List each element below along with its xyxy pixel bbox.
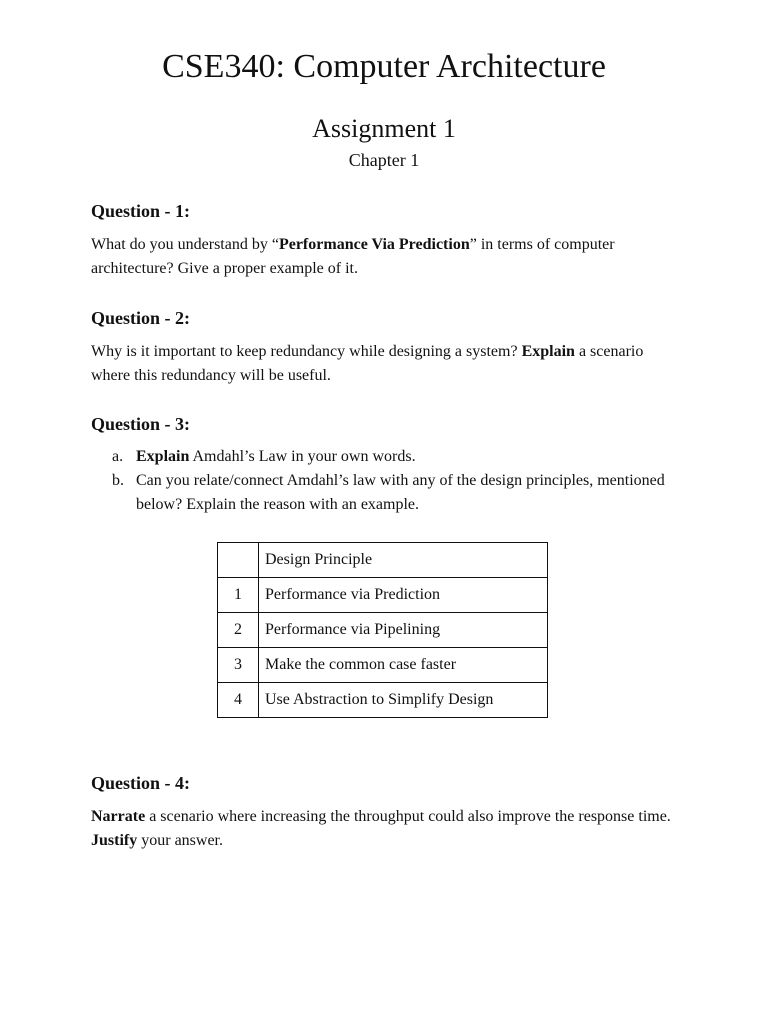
table-cell-number: 3: [218, 648, 259, 683]
list-item: [91, 445, 681, 469]
table-cell-principle: Make the common case faster: [259, 648, 548, 683]
table-cell-principle: Performance via Prediction: [259, 578, 548, 613]
question-4-text-part1: a scenario where increasing the throughput could also improve the response time.: [145, 808, 671, 825]
chapter-label: Chapter 1: [348, 150, 420, 170]
question-4-heading: Question - 4:: [91, 773, 190, 793]
table-row: [218, 683, 548, 718]
question-2-text: [91, 340, 681, 388]
assignment-title: Assignment 1: [312, 114, 456, 143]
question-2-heading: Question - 2:: [91, 308, 190, 328]
question-2-text-before: Why is it important to keep redundancy while designing a system?: [91, 343, 522, 360]
table-cell-number: 1: [218, 578, 259, 613]
table-cell-principle: Performance via Pipelining: [259, 613, 548, 648]
table-cell-number: 2: [218, 613, 259, 648]
table-row: [218, 613, 548, 648]
table-cell-principle: Use Abstraction to Simplify Design: [259, 683, 548, 718]
list-item-marker: b.: [112, 472, 124, 489]
question-2-bold-term: Explain: [521, 343, 575, 360]
question-1-text-after: ” in terms of computer architecture? Give a proper example of it.: [91, 236, 615, 277]
table-row: [218, 648, 548, 683]
list-item: [91, 469, 681, 517]
table-header-cell: Design Principle: [259, 543, 548, 578]
design-principles-table: [217, 542, 548, 718]
document-title: CSE340: Computer Architecture: [162, 48, 606, 85]
question-2-text-after: a scenario where this redundancy will be useful.: [91, 343, 644, 384]
question-1-bold-term: Performance Via Prediction: [278, 236, 470, 253]
table-cell-number: 4: [218, 683, 259, 718]
question-3-list: [91, 445, 681, 517]
table-row: [218, 578, 548, 613]
table-header-row: [218, 543, 548, 578]
question-3-heading: Question - 3:: [91, 414, 190, 434]
list-item-text: Can you relate/connect Amdahl’s law with any of the design principles, mentioned below? Explain the reason with an example.: [136, 472, 665, 513]
list-item-text: Amdahl’s Law in your own words.: [189, 448, 416, 465]
list-item-marker: a.: [112, 448, 124, 465]
question-4-bold-justify: Justify: [91, 832, 138, 849]
question-4-text: [91, 805, 681, 853]
question-1-heading: Question - 1:: [91, 201, 190, 221]
question-1-text: [91, 233, 681, 281]
question-4-text-part2: your answer.: [137, 832, 223, 849]
list-item-bold: Explain: [136, 448, 190, 465]
question-1-text-before: What do you understand by “: [91, 236, 279, 253]
table-header-cell: [218, 543, 259, 578]
question-4-bold-narrate: Narrate: [91, 808, 146, 825]
